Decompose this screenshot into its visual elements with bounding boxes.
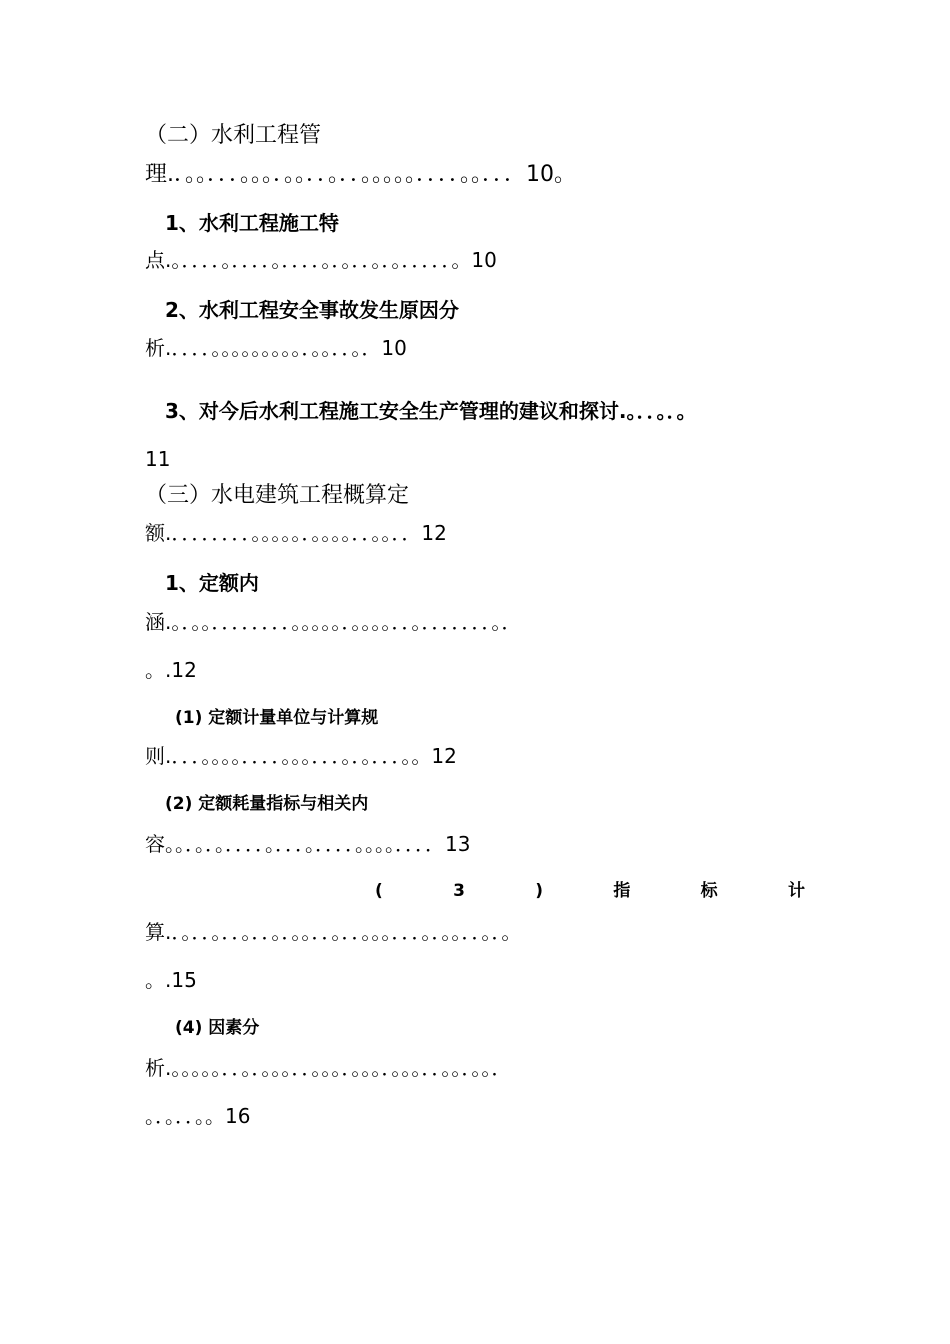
toc-entry-title: （二）水利工程管 bbox=[145, 123, 322, 148]
toc-title-part: 3 bbox=[453, 881, 465, 901]
toc-entry-page: 11 bbox=[145, 447, 171, 471]
toc-entry-title: 1、定额内 bbox=[165, 571, 259, 595]
toc-entry-page: 。．。．．。。16 bbox=[145, 1104, 251, 1128]
toc-entry-leader: 则.．．．。。。。．．．．。。。．．．。．。．．．。。12 bbox=[145, 744, 457, 768]
toc-entry-title: 3、对今后水利工程施工安全生产管理的建议和探讨.。．．。．。 bbox=[165, 399, 697, 423]
toc-entry-leader: 算.．。．．。．．。．．。．。。．．。．．。。。．．．。．。。．．。．。 bbox=[145, 920, 522, 944]
toc-entry-leader: 额.．．．．．．．．。。。。。．。。。。．．。。．．12 bbox=[145, 521, 447, 545]
toc-title-part: 标 bbox=[700, 881, 718, 901]
toc-entry-leader: 容。。．。．。．．．．。．．．。．．．．。。。。．．．．13 bbox=[145, 832, 471, 856]
toc-entry-page: 。.12 bbox=[145, 658, 197, 682]
toc-entry-page: 。.15 bbox=[145, 968, 197, 992]
toc-entry-leader: 析.．．．．。。。。。。。。。．。。．．。．10 bbox=[145, 336, 407, 360]
toc-title-part: 计 bbox=[787, 881, 805, 901]
toc-entry-title: (2) 定额耗量指标与相关内 bbox=[165, 794, 369, 814]
toc-entry-leader: 析.。。。。。．．。．。。。．．。。。．。。。．。。。．．。。．。。． bbox=[145, 1056, 512, 1080]
toc-entry-title-justified bbox=[375, 883, 805, 900]
toc-entry-title: 2、水利工程安全事故发生原因分 bbox=[165, 298, 459, 322]
toc-title-part: ( bbox=[375, 881, 383, 901]
toc-entry-leader: 理.．。。．．．。。。．。。．．。．．。。。。。．．．．。。．．．10。 bbox=[145, 162, 576, 187]
toc-entry-leader: 涵.。．。。．．．．．．．．。。。。。．。。。。．．。．．．．．．．。． bbox=[145, 610, 522, 634]
toc-entry-title: （三）水电建筑工程概算定 bbox=[145, 483, 410, 508]
toc-entry-title: (1) 定额计量单位与计算规 bbox=[175, 708, 379, 728]
toc-title-part: 指 bbox=[613, 881, 631, 901]
toc-entry-title: 1、水利工程施工特 bbox=[165, 211, 339, 235]
toc-entry-title: (4) 因素分 bbox=[175, 1018, 260, 1038]
toc-entry-leader: 点.。．．．．。．．．．。．．．．。．。．．。．。．．．．．。10 bbox=[145, 248, 497, 272]
toc-title-part: ) bbox=[535, 881, 544, 901]
